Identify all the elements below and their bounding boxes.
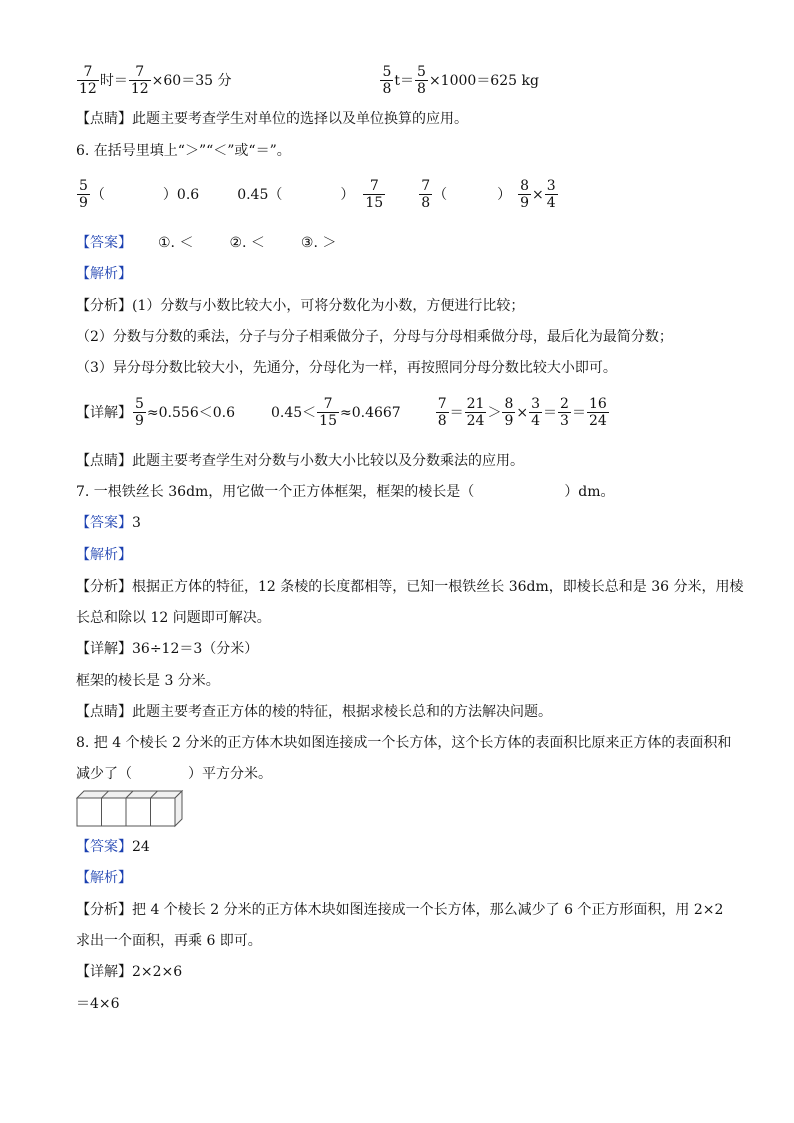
xiangjie-text: 36÷12＝3（分米） (132, 641, 259, 657)
answer-line (76, 234, 336, 252)
conversion-text: ×60＝35 分 (151, 72, 232, 89)
paren-open: （ (433, 186, 448, 203)
fraction: $\frac{8}{9}$ (504, 396, 514, 429)
fraction: $\frac{7}{15}$ (365, 178, 384, 211)
conversion-line (76, 64, 539, 97)
question-7-stem (76, 483, 615, 501)
detail-text: ＞ (487, 404, 502, 421)
dianjing-line (76, 452, 524, 470)
stem-text: 7. 一根铁丝长 36dm，用它做一个正方体框架，框架的棱长是（ (76, 484, 475, 500)
fenxi-line (76, 297, 524, 315)
cubes-figure (76, 790, 184, 828)
detail-text: ＝ (449, 404, 464, 421)
dianjing-tag: 【点睛】 (76, 111, 132, 127)
paren-close: ） (340, 186, 355, 203)
answer-item: ③. ＞ (300, 235, 337, 251)
fenxi-line (76, 901, 723, 919)
xiangjie-line (76, 396, 610, 429)
dianjing-text: 此题主要考查学生对分数与小数大小比较以及分数乘法的应用。 (132, 453, 524, 469)
fenxi-line: 求出一个面积，再乘 6 即可。 (76, 933, 262, 949)
fenxi-line: （3）异分母分数比较大小，先通分，分母化为一样，再按照同分母分数比较大小即可。 (76, 360, 617, 376)
stem-text: ）dm。 (564, 484, 615, 500)
fraction: $\frac{7}{8}$ (421, 178, 431, 211)
fraction: $\frac{7}{15}$ (319, 396, 337, 429)
conversion-text: t＝ (394, 72, 415, 89)
answer-line (76, 838, 150, 856)
fraction: $\frac{3}{4}$ (546, 178, 556, 211)
fraction: $\frac{5}{8}$ (382, 64, 392, 97)
answer-item: ①. ＜ (158, 235, 194, 251)
fraction: $\frac{5}{8}$ (417, 64, 426, 97)
fraction: $\frac{21}{24}$ (466, 396, 485, 429)
answer-value: 24 (132, 839, 150, 855)
question-8-stem-cont (76, 765, 272, 783)
question-8-stem: 8. 把 4 个棱长 2 分米的正方体木块如图连接成一个长方体，这个长方体的表面积比原来正方体的表面积和 (76, 735, 732, 751)
dianjing-text: 此题主要考查正方体的棱的特征，根据求棱长总和的方法解决问题。 (132, 704, 552, 720)
detail-text: ≈0.556＜0.6 (146, 404, 235, 421)
fraction: $\frac{7}{12}$ (130, 64, 149, 97)
fraction: $\frac{8}{9}$ (520, 178, 530, 211)
answer-item: ②. ＜ (229, 235, 265, 251)
fraction: $\frac{7}{8}$ (437, 396, 447, 429)
dianjing-tag: 【点睛】 (76, 704, 132, 720)
problem-text: 0.6 (176, 186, 200, 203)
side-face (175, 791, 182, 826)
answer-tag: 【答案】 (76, 839, 132, 855)
fenxi-tag: 【分析】 (76, 902, 132, 918)
xiangjie-tag: 【详解】 (76, 404, 132, 421)
times-sign: × (532, 186, 544, 203)
stem-text: ）平方分米。 (188, 766, 272, 782)
xiangjie-text: 2×2×6 (132, 964, 183, 980)
dianjing-line (76, 703, 552, 721)
fraction: $\frac{7}{12}$ (79, 64, 97, 97)
detail-text: ≈0.4667 (340, 404, 401, 421)
xiangjie-line (76, 640, 258, 658)
xiangjie-tag: 【详解】 (76, 964, 132, 980)
problem-text: 0.45（ (237, 186, 283, 203)
detail-text: ＝ (543, 404, 558, 421)
fenxi-tag: 【分析】 (76, 579, 132, 595)
detail-text: ＝ (571, 404, 586, 421)
answer-tag: 【答案】 (76, 515, 132, 531)
fenxi-text: 根据正方体的特征，12 条棱的长度都相等，已知一根铁丝长 36dm，即棱长总和是 36 分米，用棱 (132, 579, 744, 595)
xiangjie-tag: 【详解】 (76, 641, 132, 657)
fenxi-line (76, 578, 743, 596)
detail-text: × (516, 404, 529, 421)
dianjing-line (76, 110, 468, 128)
answer-tag: 【答案】 (76, 235, 132, 251)
answer-line (76, 514, 141, 532)
jiexi-tag: 【解析】 (76, 870, 132, 886)
fraction: $\frac{5}{9}$ (135, 396, 144, 429)
fenxi-text: (1）分数与小数比较大小，可将分数化为小数，方便进行比较； (132, 298, 525, 314)
detail-text: 0.45＜ (271, 404, 317, 421)
paren-open: （ (90, 186, 105, 203)
jiexi-tag: 【解析】 (76, 266, 132, 282)
fenxi-tag: 【分析】 (76, 298, 132, 314)
fraction: $\frac{16}{24}$ (588, 396, 607, 429)
stem-text: 减少了（ (76, 766, 132, 782)
conclusion-line: 框架的棱长是 3 分米。 (76, 673, 220, 689)
fraction: $\frac{5}{9}$ (79, 178, 88, 211)
fraction: $\frac{3}{4}$ (531, 396, 541, 429)
calc-step: ＝4×6 (76, 996, 120, 1012)
xiangjie-line (76, 963, 182, 981)
fenxi-line: 长总和除以 12 问题即可解决。 (76, 610, 271, 626)
dianjing-tag: 【点睛】 (76, 453, 132, 469)
jiexi-tag: 【解析】 (76, 547, 132, 563)
fenxi-line: （2）分数与分数的乘法，分子与分子相乘做分子，分母与分母相乘做分母，最后化为最简分数； (76, 329, 673, 345)
paren-close: ） (497, 186, 512, 203)
fraction: $\frac{2}{3}$ (560, 396, 569, 429)
conversion-text: ×1000＝625 kg (428, 72, 539, 89)
answer-value: 3 (132, 515, 141, 531)
question-6-problems (76, 178, 559, 211)
dianjing-text: 此题主要考查学生对单位的选择以及单位换算的应用。 (132, 111, 468, 127)
paren-close: ） (162, 186, 177, 203)
fenxi-text: 把 4 个棱长 2 分米的正方体木块如图连接成一个长方体，那么减少了 6 个正方形面积，用 2×2 (132, 902, 724, 918)
conversion-text: 时＝ (99, 72, 128, 89)
question-6-stem: 6. 在括号里填上“＞”“＜”或“＝”。 (76, 143, 291, 159)
